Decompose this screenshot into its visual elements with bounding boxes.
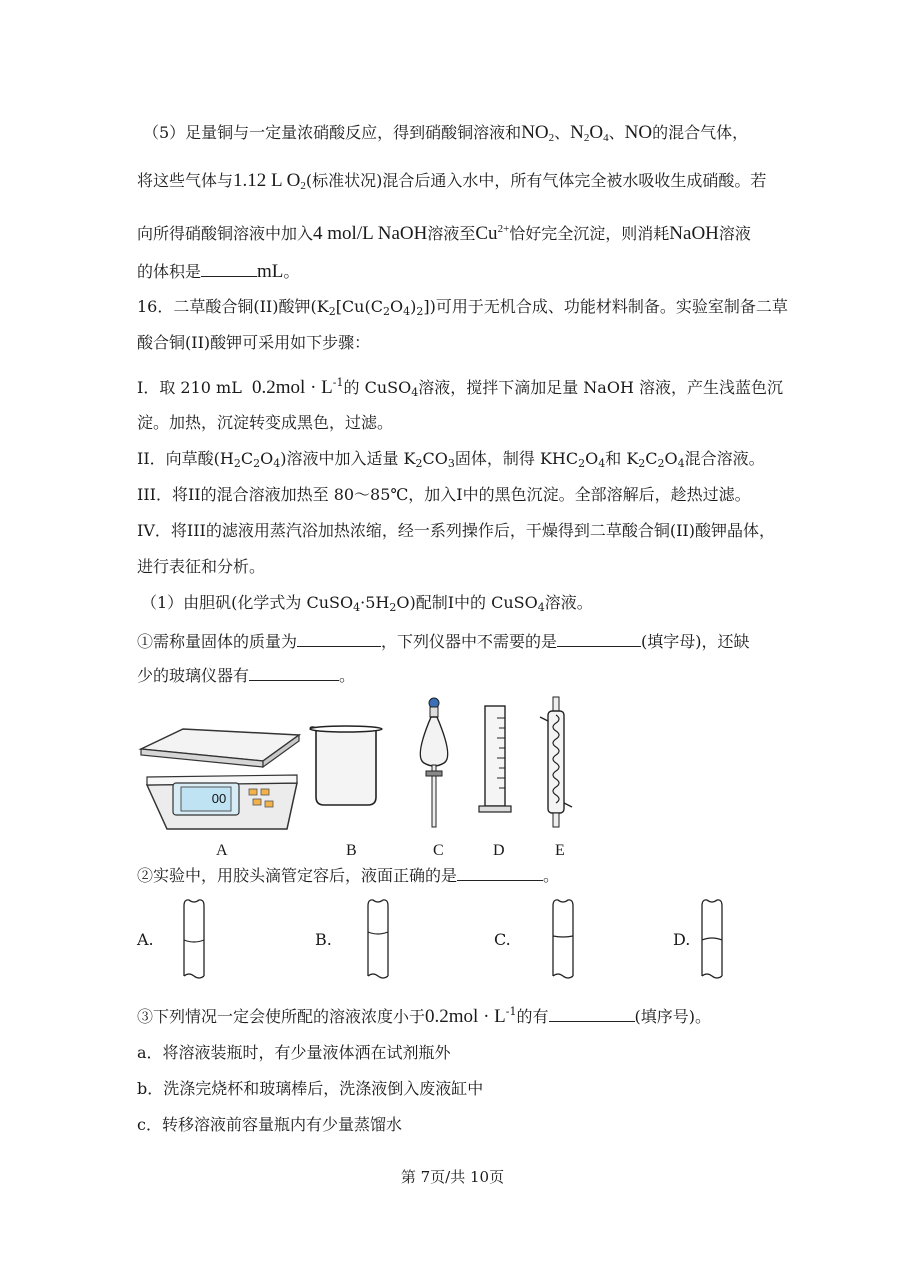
q15-line2: 将这些气体与1.12 L $O_2$(标准状况)混合后通入水中，所有气体完全被水吸收生成硝酸。若 [137, 170, 767, 192]
separatory-funnel-icon [410, 697, 458, 831]
formula-n2o4: $N_2O_4$ [570, 122, 609, 144]
answer-blank-glassware[interactable] [249, 664, 339, 681]
step-4: IV．将III的滤液用蒸汽浴加热浓缩，经一系列操作后，干燥得到二草酸合铜(II)酸钾晶体， [137, 521, 775, 540]
part-1: （1）由胆矾(化学式为 $CuSO_4\cdot 5H_2O$)配制I中的 CuSO$_4$溶液。 [141, 593, 593, 614]
q15-line1: （5）足量铜与一定量浓硝酸反应，得到硝酸铜溶液和$NO_2$、$N_2O_4$、NO的混合气体， [143, 122, 749, 144]
beaker-icon [306, 725, 384, 807]
graduated-cylinder-icon [477, 704, 513, 816]
answer-blank-mass[interactable] [297, 630, 381, 647]
condenser-icon [538, 695, 574, 831]
q16-intro-1: 16．二草酸合铜(II)酸钾$(K_2[Cu(C_2O_4)_2])$可用于无机合成、功能材料制备。实验室制备二草 [137, 297, 788, 318]
meniscus-tube-a-icon[interactable] [180, 896, 208, 980]
q15-line3: 向所得硝酸铜溶液中加入4 mol/L NaOH溶液至$Cu^{2+}$恰好完全沉淀，则消耗NaOH溶液 [137, 223, 751, 244]
answer-blank-volume[interactable] [201, 260, 257, 277]
option-d-label[interactable]: D. [673, 930, 691, 949]
page-footer: 第 7页/共 10页 [400, 1168, 505, 1186]
label-e: E [555, 842, 565, 859]
meniscus-tube-c-icon[interactable] [549, 896, 577, 980]
q15-line4: 的体积是 mL。 [137, 261, 300, 282]
answer-blank-unneeded[interactable] [557, 630, 641, 647]
choice-b: b．洗涤完烧杯和玻璃棒后，洗涤液倒入废液缸中 [137, 1079, 484, 1098]
step-1: I．取 210 mL $0.2mol \cdot L^{-1}$的 CuSO$_4$溶液，搅拌下滴加足量 NaOH 溶液，产生浅蓝色沉 [137, 376, 783, 399]
label-b: B [346, 842, 357, 859]
sub-question-1-cont: 少的玻璃仪器有 。 [137, 666, 356, 685]
formula-o2-volume: 1.12 L $O_2$ [233, 170, 306, 192]
answer-blank-errors[interactable] [549, 1005, 635, 1022]
label-a: A [216, 842, 228, 859]
formula-no2: $NO_2$ [521, 122, 555, 144]
sub-question-3: ③下列情况一定会使所配的溶液浓度小于$0.2mol \cdot L^{-1}$的有 (填序号)。 [137, 1005, 711, 1027]
step-4-cont: 进行表征和分析。 [137, 557, 266, 576]
q16-intro-2: 酸合铜(II)酸钾可采用如下步骤： [137, 333, 371, 352]
step-2: II．向草酸$(H_2C_2O_4)$溶液中加入适量 $K_2CO_3$固体，制得 $KHC_2O_4$和 $K_2C_2O_4$混合溶液。 [137, 449, 765, 470]
sub-question-1: ①需称量固体的质量为 ，下列仪器中不需要的是 (填字母)，还缺 [137, 632, 750, 651]
sub-question-2: ②实验中，用胶头滴管定容后，液面正确的是 。 [137, 866, 560, 885]
electronic-balance-icon [137, 725, 303, 837]
option-c-label[interactable]: C. [494, 930, 511, 949]
label-d: D [493, 842, 505, 859]
label-c: C [433, 842, 444, 859]
meniscus-tube-d-icon[interactable] [698, 896, 726, 980]
step-1-cont: 淀。加热，沉淀转变成黑色，过滤。 [137, 413, 394, 432]
formula-cu2plus: $Cu^{2+}$ [475, 223, 510, 244]
option-b-label[interactable]: B. [315, 930, 332, 949]
meniscus-tube-b-icon[interactable] [364, 896, 392, 980]
option-a-label[interactable]: A. [137, 930, 154, 949]
choice-c: c．转移溶液前容量瓶内有少量蒸馏水 [137, 1115, 402, 1134]
balance-display: 00 [211, 791, 227, 806]
answer-blank-meniscus[interactable] [457, 864, 543, 881]
choice-a: a．将溶液装瓶时，有少量液体洒在试剂瓶外 [137, 1043, 451, 1062]
formula-no: NO [624, 122, 653, 143]
step-3: III．将II的混合溶液加热至 80～85℃，加入I中的黑色沉淀。全部溶解后，趁热过滤。 [137, 485, 751, 504]
